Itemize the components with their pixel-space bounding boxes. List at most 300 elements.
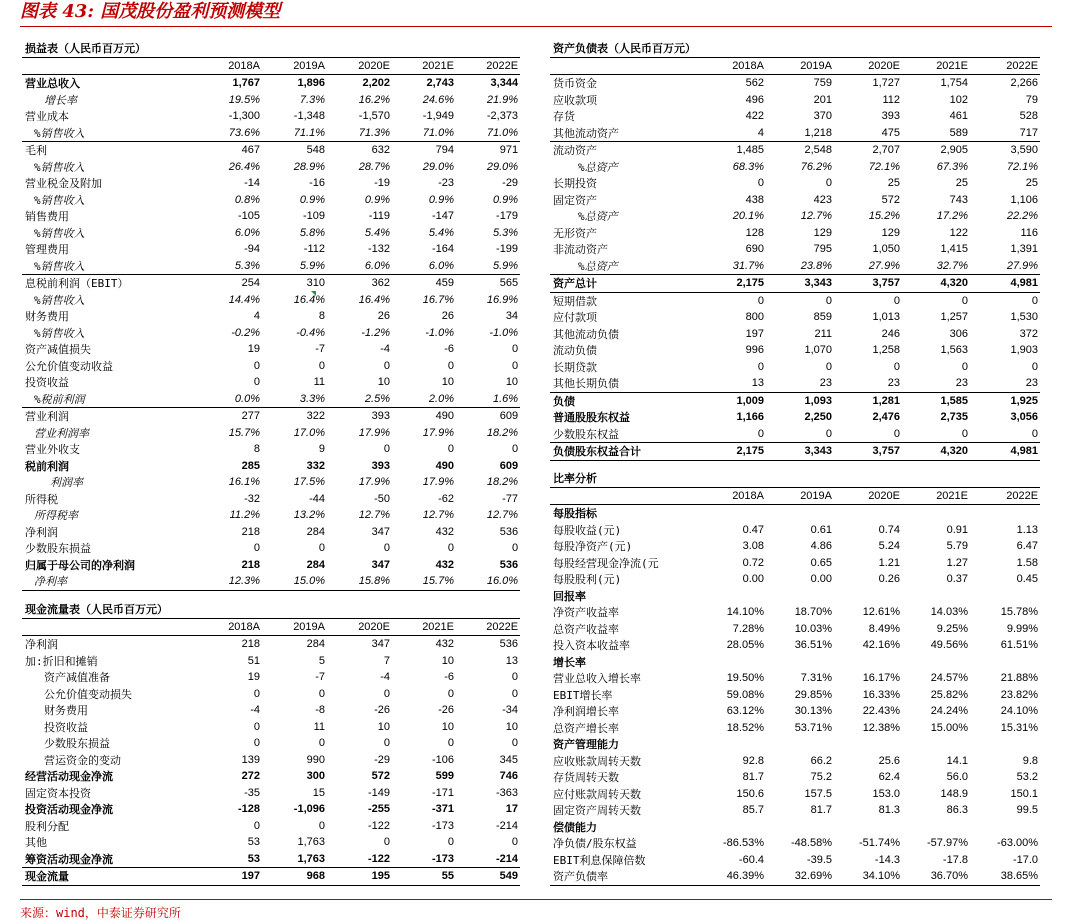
table-row: [550, 852, 1040, 869]
value-cell: 10: [505, 376, 519, 389]
value-cell: 1,009: [736, 394, 764, 407]
value-cell: 7.31%: [800, 672, 832, 685]
value-cell: 0: [253, 819, 260, 832]
row-label: 资产负债率: [550, 868, 700, 885]
value-cell: 6.0%: [327, 258, 392, 275]
year-header-cell: 2021E: [392, 618, 456, 636]
row-label: 应收账款周转天数: [553, 754, 641, 768]
table-row: [550, 108, 1040, 125]
value-cell: 17.5%: [293, 476, 325, 489]
value-cell: 0: [383, 359, 390, 372]
row-label: %销售收入: [34, 226, 85, 240]
value-cell: 4,981: [970, 443, 1040, 461]
table-caption: 现金流量表（人民币百万元）: [22, 601, 520, 618]
table-row: [22, 851, 520, 868]
table-row: [22, 341, 520, 358]
row-label: 存货周转天数: [553, 771, 619, 785]
value-cell: [700, 736, 766, 753]
value-cell: -2,373: [486, 110, 519, 123]
value-cell: 0: [757, 427, 764, 440]
table-row: [22, 752, 520, 769]
row-label: 净利润增长率: [553, 705, 619, 719]
row-label: 应付款项: [553, 311, 597, 325]
value-cell: -1.0%: [489, 326, 519, 339]
table-caption: 损益表（人民币百万元）: [22, 40, 520, 57]
value-cell: 423: [813, 193, 832, 206]
value-cell: 0.37: [946, 573, 968, 586]
value-cell: 16.1%: [228, 476, 260, 489]
value-cell: 432: [435, 558, 454, 571]
value-cell: 0: [511, 343, 519, 356]
value-cell: 24.57%: [930, 672, 968, 685]
value-cell: 122: [949, 226, 968, 239]
value-cell: [834, 736, 902, 753]
value-cell: 34: [505, 310, 519, 323]
value-cell: 0.9%: [428, 193, 454, 206]
value-cell: 53: [247, 852, 260, 865]
value-cell: -149: [367, 786, 390, 799]
table-row: [550, 604, 1040, 621]
value-cell: 16.0%: [456, 573, 520, 590]
value-cell: 4,320: [902, 275, 970, 293]
value-cell: 4: [700, 125, 766, 142]
row-label: 每股指标: [553, 507, 597, 521]
row-label: 公允价值变动损失: [44, 687, 132, 701]
row-label: 长期投资: [553, 177, 597, 191]
table-row: [550, 241, 1040, 258]
value-cell: 1,767: [232, 77, 260, 90]
value-cell: 609: [499, 410, 519, 423]
table-row: [22, 108, 520, 125]
value-cell: 0: [511, 737, 519, 750]
value-cell: 490: [435, 410, 454, 423]
value-cell: 28.05%: [726, 639, 764, 652]
value-cell: 71.1%: [262, 125, 327, 142]
table-caption-row: [550, 40, 1040, 57]
value-cell: -173: [431, 819, 454, 832]
value-cell: 12.3%: [197, 573, 262, 590]
value-cell: 15.7%: [228, 426, 260, 439]
value-cell: 81.3: [878, 804, 900, 817]
cashflow-statement-table: [22, 601, 520, 886]
table-row: [22, 653, 520, 670]
value-cell: -132: [367, 243, 390, 256]
value-cell: 22.2%: [1006, 210, 1039, 223]
value-cell: 6.0%: [392, 258, 456, 275]
table-row: [22, 868, 520, 886]
value-cell: -7: [315, 343, 325, 356]
value-cell: 157.5: [804, 787, 832, 800]
table-row: [22, 241, 520, 258]
value-cell: -14.3: [874, 853, 900, 866]
value-cell: 79: [1025, 93, 1039, 106]
value-cell: 32.7%: [902, 258, 970, 275]
value-cell: 0: [318, 819, 325, 832]
header-spacer: [550, 487, 700, 505]
row-label: 负债股东权益合计: [550, 443, 700, 461]
value-cell: 0: [893, 294, 900, 307]
value-cell: -122: [367, 819, 390, 832]
value-cell: -214: [496, 852, 519, 865]
value-cell: 0: [1031, 294, 1039, 307]
value-cell: 3.08: [742, 540, 764, 553]
year-header-cell: 2019A: [262, 57, 327, 75]
value-cell: 19.50%: [726, 672, 764, 685]
value-cell: 565: [499, 277, 519, 290]
value-cell: 246: [881, 327, 900, 340]
ratio-analysis-table: [550, 470, 1040, 886]
value-cell: 14.03%: [930, 606, 968, 619]
table-row: [550, 868, 1040, 885]
value-cell: 18.2%: [486, 476, 519, 489]
value-cell: 3,344: [490, 77, 519, 90]
value-cell: 0: [383, 687, 390, 700]
value-cell: 28.9%: [293, 160, 325, 173]
value-cell: 2,743: [426, 77, 454, 90]
table-row: [550, 736, 1040, 753]
row-label: 净利率: [22, 573, 197, 590]
value-cell: -109: [302, 210, 325, 223]
row-label: 每股收益(元): [553, 523, 622, 537]
year-header-cell: 2019A: [766, 57, 834, 75]
year-header-row: [22, 57, 520, 75]
value-cell: 284: [306, 558, 325, 571]
value-cell: -173: [431, 852, 454, 865]
value-cell: 1,763: [297, 836, 325, 849]
value-cell: 102: [949, 93, 968, 106]
value-cell: [834, 819, 902, 836]
value-cell: [766, 736, 834, 753]
header-spacer: [22, 618, 197, 636]
value-cell: 26.4%: [228, 160, 260, 173]
value-cell: 195: [327, 868, 392, 886]
year-header-cell: 2019A: [766, 487, 834, 505]
table-row: [22, 474, 520, 491]
value-cell: 5.3%: [492, 226, 519, 239]
value-cell: 25: [955, 177, 968, 190]
value-cell: 432: [435, 638, 454, 651]
value-cell: 0: [253, 542, 260, 555]
row-label: %销售收入: [34, 160, 85, 174]
table-row: [22, 573, 520, 590]
row-label: 每股经营现金净流(元: [553, 556, 659, 570]
year-header-cell: 2020E: [834, 487, 902, 505]
row-label: 净资产收益率: [553, 606, 619, 620]
value-cell: 2,905: [940, 144, 968, 157]
row-label: %销售收入: [34, 326, 85, 340]
value-cell: 2,175: [700, 275, 766, 293]
value-cell: 1.58: [1016, 556, 1039, 569]
value-cell: -32: [244, 492, 260, 505]
value-cell: 2.5%: [327, 391, 392, 408]
value-cell: 153.0: [872, 787, 900, 800]
table-caption: 资产负债表（人民币百万元）: [550, 40, 1040, 57]
value-cell: 0.00: [742, 573, 764, 586]
value-cell: 3.3%: [262, 391, 327, 408]
value-cell: -1,570: [358, 110, 390, 123]
row-label: 普通股股东权益: [553, 411, 630, 425]
value-cell: 9.8: [1022, 754, 1039, 767]
table-row: [550, 670, 1040, 687]
value-cell: 2,202: [362, 77, 390, 90]
value-cell: 0.74: [878, 523, 900, 536]
row-label: %销售收入: [34, 193, 85, 207]
value-cell: 42.16%: [862, 639, 900, 652]
table-row: [550, 786, 1040, 803]
year-header-cell: 2018A: [700, 57, 766, 75]
value-cell: 1,763: [297, 852, 325, 865]
value-cell: 31.7%: [700, 258, 766, 275]
value-cell: 7.3%: [299, 93, 325, 106]
value-cell: 5.9%: [262, 258, 327, 275]
table-row: [550, 225, 1040, 242]
value-cell: 71.0%: [456, 125, 520, 142]
value-cell: 3,590: [1010, 144, 1039, 157]
value-cell: 24.6%: [422, 93, 454, 106]
row-label: 投资收益: [25, 376, 69, 390]
value-cell: 1,727: [872, 77, 900, 90]
value-cell: 19.5%: [228, 93, 260, 106]
value-cell: 572: [881, 193, 900, 206]
value-cell: 12.38%: [862, 721, 900, 734]
row-label: 应收款项: [553, 93, 597, 107]
value-cell: [902, 736, 970, 753]
value-cell: 2,476: [872, 411, 900, 424]
value-cell: 549: [456, 868, 520, 886]
table-row: [22, 834, 520, 851]
value-cell: 18.70%: [794, 606, 832, 619]
row-label: 管理费用: [25, 243, 69, 257]
value-cell: 10: [441, 720, 454, 733]
value-cell: 61.51%: [1000, 639, 1039, 652]
table-row: [22, 735, 520, 752]
value-cell: 15.2%: [868, 210, 900, 223]
row-label: EBIT增长率: [553, 688, 613, 702]
value-cell: 10: [505, 720, 519, 733]
value-cell: [834, 505, 902, 522]
value-cell: 0: [447, 737, 454, 750]
value-cell: 9: [318, 443, 325, 456]
value-cell: 794: [435, 144, 454, 157]
value-cell: 25.6: [878, 754, 900, 767]
row-label: 其他长期负债: [550, 375, 700, 392]
value-cell: -63.00%: [997, 837, 1039, 850]
value-cell: 26: [441, 310, 454, 323]
value-cell: -122: [367, 852, 390, 865]
row-label: %税前利润: [22, 391, 197, 408]
value-cell: 55: [392, 868, 456, 886]
table-row: [550, 142, 1040, 159]
value-cell: 347: [371, 638, 390, 651]
value-cell: 2,250: [804, 411, 832, 424]
row-label: 固定资本投资: [25, 786, 91, 800]
table-row: [22, 801, 520, 818]
value-cell: 2,735: [940, 411, 968, 424]
table-row: [550, 637, 1040, 654]
table-row: [22, 391, 520, 408]
table-row: [550, 258, 1040, 275]
value-cell: 129: [881, 226, 900, 239]
value-cell: 0: [318, 542, 325, 555]
row-label: 其他流动资产: [550, 125, 700, 142]
value-cell: 7.28%: [732, 622, 764, 635]
value-cell: [766, 819, 834, 836]
year-header-row: [550, 57, 1040, 75]
row-label: 投入资本收益率: [553, 639, 630, 653]
value-cell: 422: [745, 110, 764, 123]
value-cell: 393: [881, 110, 900, 123]
value-cell: 12.7%: [486, 509, 519, 522]
row-label: 其他: [25, 836, 47, 850]
row-label: %总资产: [550, 258, 700, 275]
value-cell: 438: [745, 193, 764, 206]
value-cell: 23: [902, 375, 970, 392]
row-label: %总资产: [578, 210, 618, 224]
value-cell: 0: [253, 376, 260, 389]
row-label: 无形资产: [553, 226, 597, 240]
value-cell: [700, 505, 766, 522]
value-cell: 1,106: [1010, 193, 1039, 206]
value-cell: 996: [745, 344, 764, 357]
value-cell: 11: [313, 720, 325, 733]
value-cell: 690: [745, 243, 764, 256]
value-cell: [766, 654, 834, 671]
value-cell: -17.8: [942, 853, 968, 866]
value-cell: 3,757: [834, 275, 902, 293]
value-cell: 5: [318, 654, 325, 667]
value-cell: 81.7: [810, 804, 832, 817]
value-cell: 5.3%: [197, 258, 262, 275]
row-label: 少数股东损益: [44, 737, 110, 751]
value-cell: 197: [197, 868, 262, 886]
row-label: 加:折旧和摊销: [25, 654, 98, 668]
table-caption-row: [22, 601, 520, 618]
value-cell: 0.65: [810, 556, 832, 569]
value-cell: -50: [374, 492, 390, 505]
value-cell: 393: [371, 410, 390, 423]
value-cell: 284: [306, 638, 325, 651]
value-cell: -6: [444, 343, 454, 356]
table-caption: 比率分析: [550, 470, 1040, 487]
value-cell: 990: [306, 753, 325, 766]
value-cell: 1,563: [940, 344, 968, 357]
value-cell: 300: [306, 770, 325, 783]
row-label: %销售收入: [34, 293, 85, 307]
value-cell: 759: [813, 77, 832, 90]
value-cell: -1.0%: [425, 326, 454, 339]
year-header-row: [22, 618, 520, 636]
value-cell: 0: [757, 294, 764, 307]
value-cell: 0: [511, 359, 519, 372]
table-row: [550, 409, 1040, 426]
table-row: [550, 588, 1040, 605]
value-cell: 218: [241, 525, 260, 538]
value-cell: 1,070: [804, 344, 832, 357]
value-cell: 2,175: [700, 443, 766, 461]
table-row: [22, 686, 520, 703]
table-row: [550, 443, 1040, 461]
value-cell: -26: [438, 704, 454, 717]
table-row: [22, 142, 520, 159]
value-cell: 859: [813, 311, 832, 324]
value-cell: 0: [253, 737, 260, 750]
value-cell: -1,300: [228, 110, 260, 123]
value-cell: 8: [318, 310, 325, 323]
row-label: 非流动资产: [553, 243, 608, 257]
value-cell: 27.9%: [834, 258, 902, 275]
value-cell: 128: [745, 226, 764, 239]
value-cell: 347: [371, 525, 390, 538]
value-cell: 2.0%: [392, 391, 456, 408]
value-cell: 0: [825, 427, 832, 440]
value-cell: 10: [441, 654, 454, 667]
value-cell: 0: [961, 294, 968, 307]
value-cell: 32.69%: [766, 868, 834, 885]
row-label: 资产总计: [550, 275, 700, 293]
row-label: 现金流量: [22, 868, 197, 886]
value-cell: 72.1%: [1006, 160, 1039, 173]
year-header-cell: 2018A: [197, 618, 262, 636]
value-cell: 36.51%: [794, 639, 832, 652]
value-cell: -371: [431, 803, 454, 816]
value-cell: 0: [757, 360, 764, 373]
table-row: [550, 392, 1040, 409]
table-row: [550, 192, 1040, 209]
value-cell: 10: [441, 376, 454, 389]
value-cell: 0.47: [742, 523, 764, 536]
table-row: [22, 308, 520, 325]
value-cell: 0: [253, 720, 260, 733]
value-cell: 17.0%: [293, 426, 325, 439]
row-label: 营业利润: [25, 410, 69, 424]
table-row: [22, 441, 520, 458]
value-cell: 99.5: [1016, 804, 1039, 817]
table-row: [550, 208, 1040, 225]
value-cell: 116: [1020, 226, 1039, 239]
value-cell: 1,166: [736, 411, 764, 424]
value-cell: -1,949: [422, 110, 454, 123]
row-label: 资产减值准备: [44, 671, 110, 685]
value-cell: -23: [438, 177, 454, 190]
value-cell: 62.4: [878, 771, 900, 784]
source-divider: [20, 899, 1052, 900]
value-cell: -94: [244, 243, 260, 256]
value-cell: 0.9%: [299, 193, 325, 206]
value-cell: [902, 654, 970, 671]
value-cell: 1,415: [940, 243, 968, 256]
value-cell: 19: [247, 343, 260, 356]
table-row: [22, 425, 520, 442]
row-label: 营业总收入: [25, 77, 80, 91]
value-cell: 92.8: [742, 754, 764, 767]
value-cell: 968: [262, 868, 327, 886]
value-cell: 86.3: [946, 804, 968, 817]
value-cell: 0.45: [1016, 573, 1039, 586]
row-label: 总资产增长率: [553, 721, 619, 735]
value-cell: 15.31%: [1000, 721, 1039, 734]
row-label: 营业税金及附加: [25, 177, 102, 191]
table-row: [550, 292, 1040, 309]
value-cell: 12.7%: [422, 509, 454, 522]
table-row: [550, 175, 1040, 192]
value-cell: 536: [499, 525, 519, 538]
year-header-cell: 2020E: [834, 57, 902, 75]
table-row: [22, 669, 520, 686]
value-cell: 6.0%: [234, 226, 260, 239]
value-cell: 21.88%: [1000, 672, 1039, 685]
row-label: 毛利: [25, 144, 47, 158]
value-cell: 29.0%: [422, 160, 454, 173]
